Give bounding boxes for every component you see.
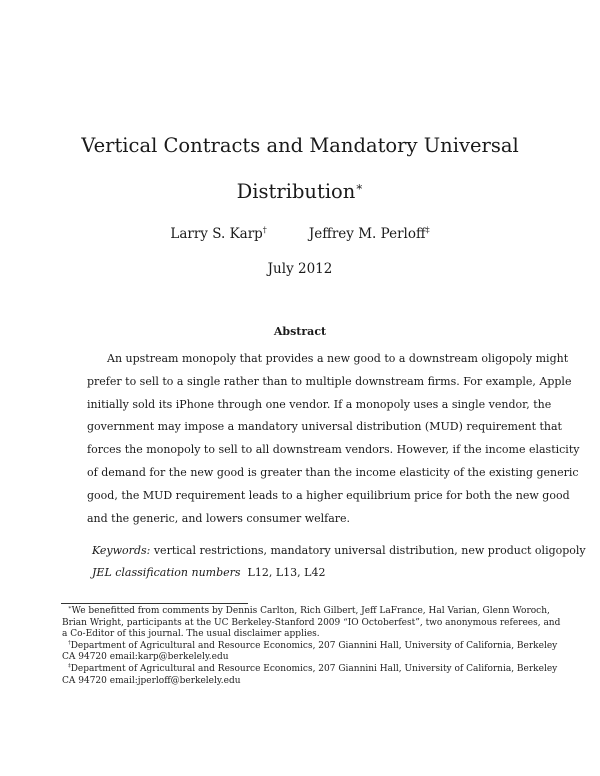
footnote-line: CA 94720 email:karp@berkelely.edu xyxy=(62,652,229,663)
author-name: Jeffrey M. Perloff xyxy=(308,226,426,242)
abstract-line: and the generic, and lowers consumer welfare. xyxy=(87,511,351,525)
abstract-line: government may impose a mandatory universal distribution (MUD) requirement that xyxy=(87,420,562,434)
footnote-text: Department of Agricultural and Resource Economics, 207 Giannini Hall, University of California, Berkeley xyxy=(70,640,558,651)
footnote-text: We benefitted from comments by Dennis Carlton, Rich Gilbert, Jeff LaFrance, Hal Varian, Glenn Woroch, xyxy=(71,606,550,616)
footnote-mark: ‡ xyxy=(68,662,71,669)
abstract-line: prefer to sell to a single rather than to multiple downstream firms. For example, Apple xyxy=(87,374,572,388)
title-footnote-mark: ∗ xyxy=(355,179,364,194)
footnote-perloff xyxy=(62,662,558,687)
footnote-mark: ∗ xyxy=(68,605,72,611)
author-perloff xyxy=(309,226,430,242)
abstract-body xyxy=(87,348,580,530)
title-line-2 xyxy=(60,169,540,215)
abstract-line: of demand for the new good is greater than the income elasticity of the existing generic xyxy=(87,465,579,479)
footnote-line xyxy=(62,639,558,653)
abstract-heading: Abstract xyxy=(273,325,327,338)
title-line-1: Vertical Contracts and Mandatory Universal xyxy=(81,134,519,157)
keywords-label: Keywords: xyxy=(92,544,151,557)
footnote-line xyxy=(62,662,558,676)
keywords-text: vertical restrictions, mandatory universal distribution, new product oligopoly xyxy=(153,544,586,557)
abstract-line: forces the monopoly to sell to all downstream vendors. However, if the income elasticity xyxy=(87,443,580,457)
footnote-line: CA 94720 email:jperloff@berkelely.edu xyxy=(62,675,241,686)
footnote-rule xyxy=(61,603,248,604)
paper-date: July 2012 xyxy=(267,261,333,277)
author-footnote-mark: † xyxy=(262,224,267,235)
author-name: Larry S. Karp xyxy=(170,226,263,242)
keywords-block xyxy=(92,540,586,584)
footnote-text: Department of Agricultural and Resource Economics, 207 Giannini Hall, University of California, Berkeley xyxy=(70,663,558,674)
footnote-line: Brian Wright, participants at the UC Berkeley-Stanford 2009 “IO Octoberfest”, two anonymous referees, and xyxy=(62,617,561,628)
author-footnote-mark: ‡ xyxy=(425,224,430,235)
jel-line xyxy=(92,562,512,584)
keywords-line xyxy=(92,540,586,562)
footnote-line xyxy=(62,605,550,618)
footnote-mark: † xyxy=(68,639,71,646)
title-line-2-text: Distribution xyxy=(236,180,356,203)
footnotes xyxy=(62,605,561,687)
footnote-line: a Co-Editor of this journal. The usual disclaimer applies. xyxy=(62,629,320,640)
author-list xyxy=(0,226,600,242)
abstract-line: initially sold its iPhone through one vendor. If a monopoly uses a single vendor, the xyxy=(87,397,552,411)
footnote-karp xyxy=(62,639,558,664)
jel-label: JEL classification numbers xyxy=(92,566,241,579)
jel-text: L12, L13, L42 xyxy=(247,566,326,579)
author-karp xyxy=(170,226,266,242)
abstract-line: An upstream monopoly that provides a new good to a downstream oligopoly might xyxy=(107,352,569,365)
paper-title xyxy=(60,123,540,215)
footnote-acknowledgement xyxy=(62,605,561,641)
abstract-line: good, the MUD requirement leads to a higher equilibrium price for both the new good xyxy=(87,488,570,502)
